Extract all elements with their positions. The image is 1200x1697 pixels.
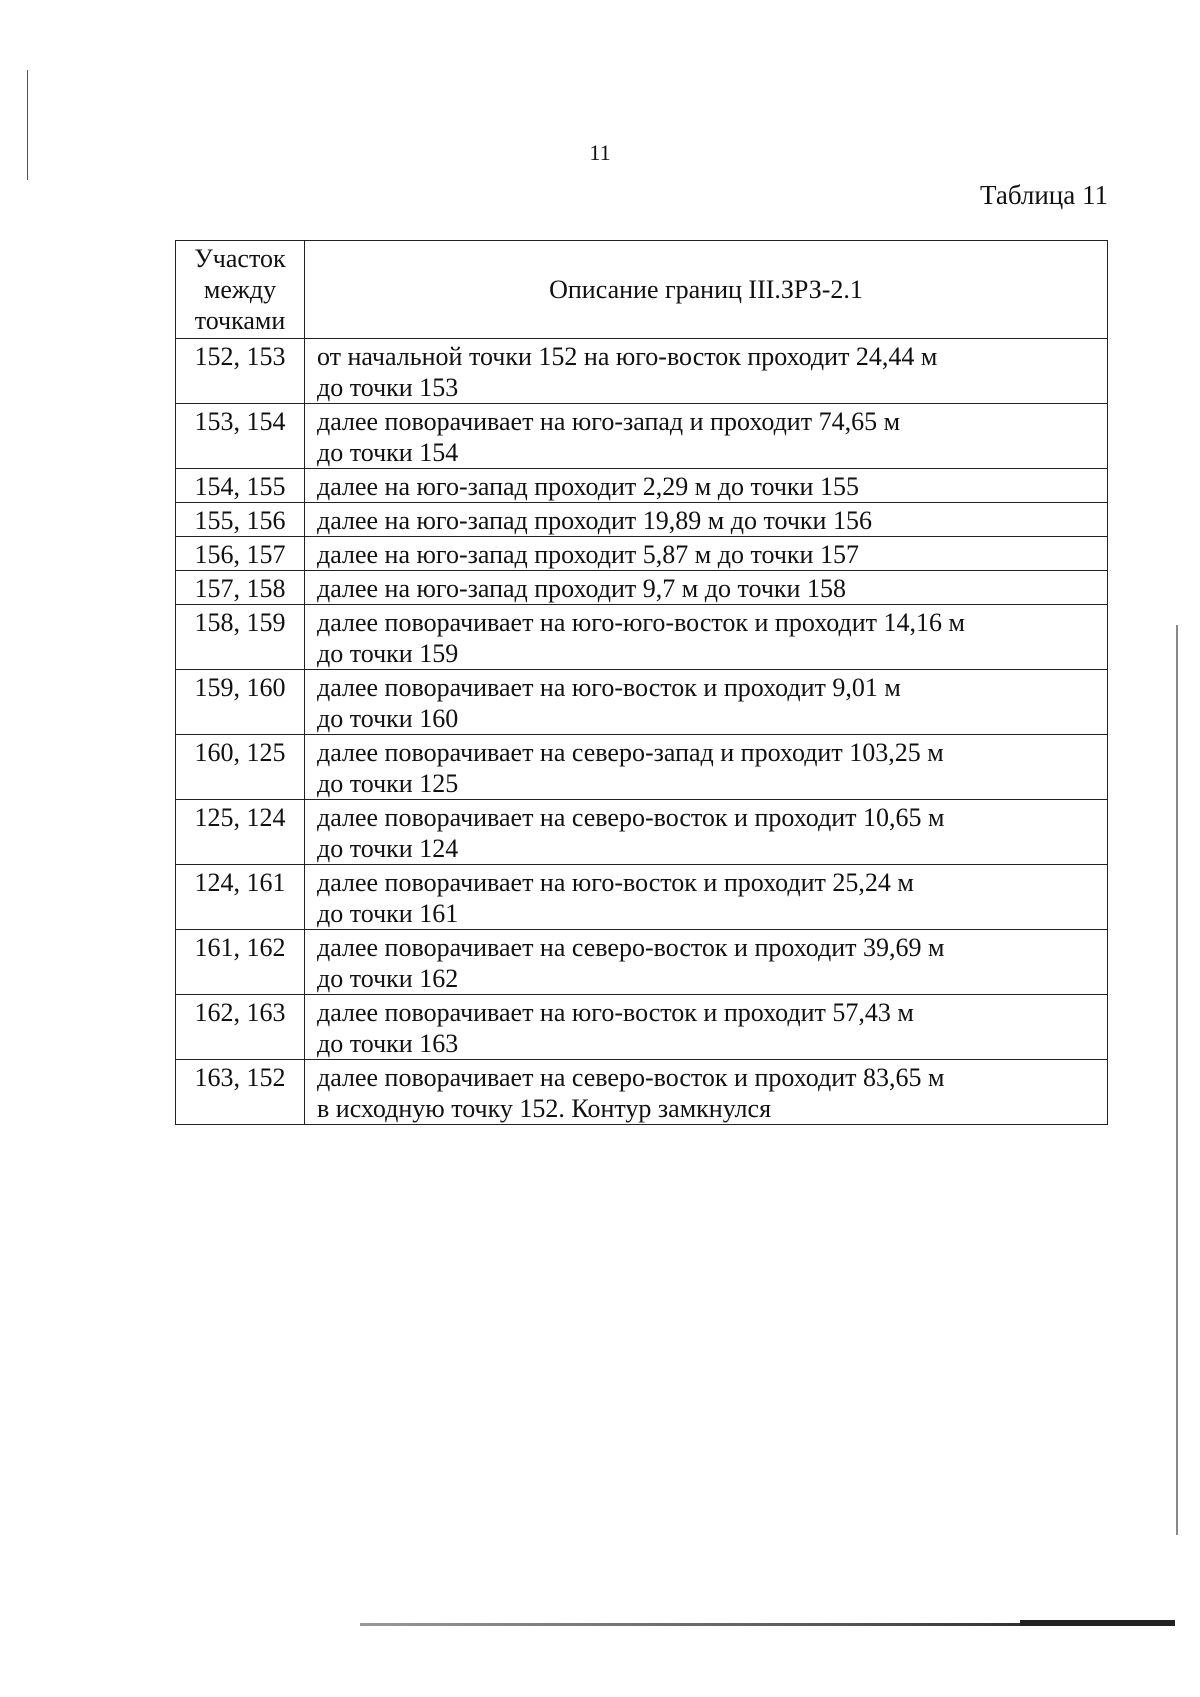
segment-cell: 155, 156	[176, 503, 305, 537]
description-line: до точки 160	[317, 704, 459, 733]
description-cell	[305, 537, 1108, 571]
segment-cell: 159, 160	[176, 670, 305, 735]
description-cell	[305, 571, 1108, 605]
table-row	[176, 605, 1108, 670]
description-line: далее поворачивает на северо-восток и проходит 39,69 м	[317, 933, 945, 962]
segment-header-line: точками	[194, 306, 286, 335]
segment-cell: 163, 152	[176, 1060, 305, 1125]
segment-cell: 125, 124	[176, 800, 305, 865]
description-line: до точки 161	[317, 899, 459, 928]
description-line: далее на юго-запад проходит 5,87 м до точки 157	[317, 540, 859, 569]
description-line: до точки 163	[317, 1029, 459, 1058]
description-line: до точки 162	[317, 964, 459, 993]
segment-cell: 154, 155	[176, 469, 305, 503]
table-header-row	[176, 241, 1108, 339]
boundaries-table	[175, 240, 1108, 1125]
segment-cell: 162, 163	[176, 995, 305, 1060]
table-body	[176, 339, 1108, 1125]
description-cell	[305, 865, 1108, 930]
description-cell	[305, 339, 1108, 404]
description-cell	[305, 800, 1108, 865]
segment-cell: 153, 154	[176, 404, 305, 469]
description-line: далее поворачивает на северо-запад и проходит 103,25 м	[317, 738, 944, 767]
description-line: далее поворачивает на юго-юго-восток и проходит 14,16 м	[317, 608, 965, 637]
description-cell	[305, 404, 1108, 469]
segment-cell: 157, 158	[176, 571, 305, 605]
table-row	[176, 670, 1108, 735]
description-cell	[305, 469, 1108, 503]
table-row	[176, 503, 1108, 537]
description-line: далее поворачивает на северо-восток и проходит 83,65 м	[317, 1063, 945, 1092]
description-line: до точки 159	[317, 639, 459, 668]
description-line: далее поворачивает на юго-восток и проходит 25,24 м	[317, 868, 914, 897]
description-cell	[305, 605, 1108, 670]
table-row	[176, 1060, 1108, 1125]
description-line: от начальной точки 152 на юго-восток проходит 24,44 м	[317, 342, 938, 371]
segment-cell: 158, 159	[176, 605, 305, 670]
description-column-header: Описание границ III.ЗРЗ-2.1	[305, 241, 1108, 339]
table-row	[176, 404, 1108, 469]
description-line: до точки 154	[317, 438, 459, 467]
table-row	[176, 800, 1108, 865]
scan-artifact-right-line	[1176, 625, 1178, 1535]
description-line: до точки 153	[317, 373, 459, 402]
table-caption: Таблица 11	[980, 180, 1108, 210]
segment-header-line: Участок	[194, 244, 286, 273]
table-row	[176, 865, 1108, 930]
segment-cell: 156, 157	[176, 537, 305, 571]
description-line: далее на юго-запад проходит 2,29 м до точки 155	[317, 472, 859, 501]
description-cell	[305, 735, 1108, 800]
description-line: в исходную точку 152. Контур замкнулся	[317, 1094, 772, 1123]
segment-cell: 160, 125	[176, 735, 305, 800]
scan-artifact-bottom-edge	[1020, 1620, 1175, 1626]
table-row	[176, 537, 1108, 571]
description-cell	[305, 995, 1108, 1060]
table-row	[176, 995, 1108, 1060]
description-cell	[305, 1060, 1108, 1125]
description-cell	[305, 503, 1108, 537]
description-line: далее на юго-запад проходит 9,7 м до точки 158	[317, 574, 846, 603]
segment-cell: 161, 162	[176, 930, 305, 995]
segment-header-line: между	[203, 275, 277, 304]
table-row	[176, 469, 1108, 503]
table-row	[176, 930, 1108, 995]
description-line: далее на юго-запад проходит 19,89 м до точки 156	[317, 506, 872, 535]
description-cell	[305, 670, 1108, 735]
description-line: далее поворачивает на юго-восток и проходит 9,01 м	[317, 673, 901, 702]
description-line: далее поворачивает на юго-запад и проходит 74,65 м	[317, 407, 901, 436]
description-line: далее поворачивает на северо-восток и проходит 10,65 м	[317, 803, 945, 832]
segment-cell: 152, 153	[176, 339, 305, 404]
description-line: до точки 124	[317, 834, 459, 863]
description-cell	[305, 930, 1108, 995]
table-row	[176, 735, 1108, 800]
segment-column-header	[176, 241, 305, 339]
segment-cell: 124, 161	[176, 865, 305, 930]
table-row	[176, 571, 1108, 605]
description-line: до точки 125	[317, 769, 459, 798]
table-row	[176, 339, 1108, 404]
description-line: далее поворачивает на юго-восток и проходит 57,43 м	[317, 998, 914, 1027]
page-number: 11	[589, 140, 611, 165]
